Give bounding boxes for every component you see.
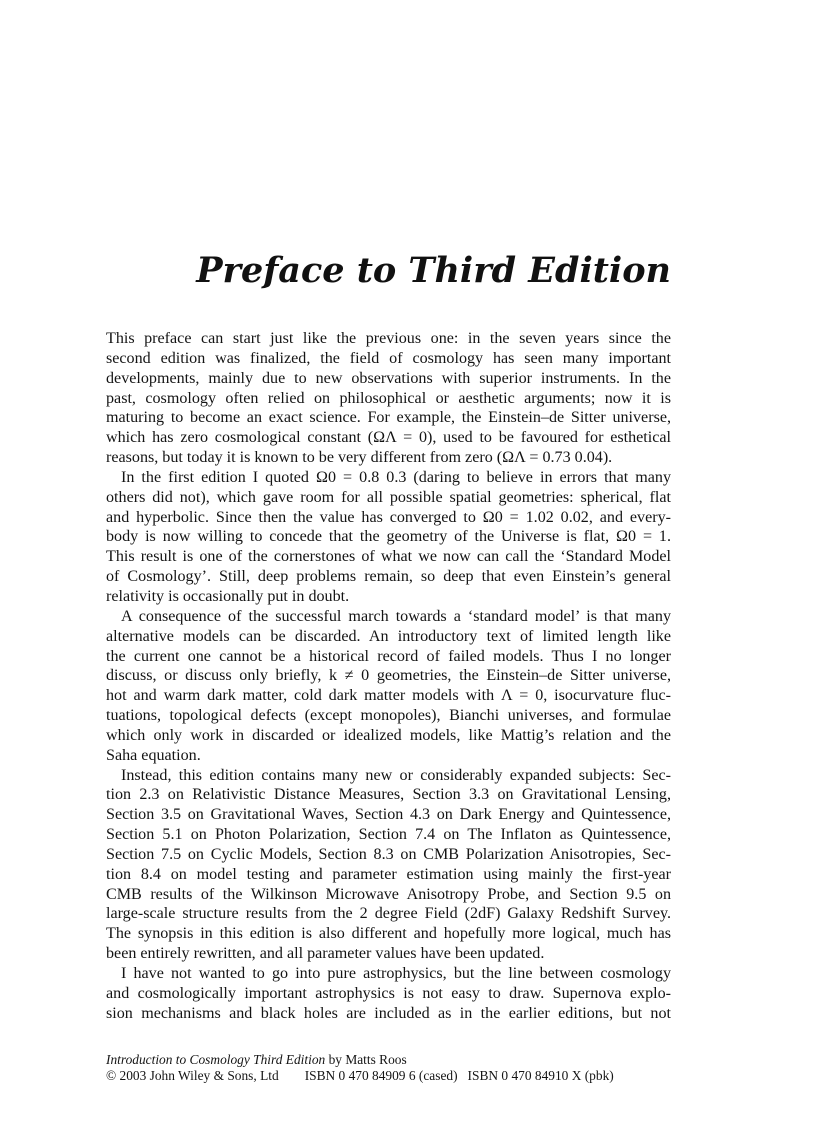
footer-rights-line (106, 1068, 706, 1084)
text-line: Section 7.5 on Cyclic Models, Section 8.3 on CMB Polarization Anisotropies, Sec- (106, 845, 671, 863)
text-line: discuss, or discuss only briefly, k ≠ 0 geometries, the Einstein–de Sitter universe, (106, 667, 671, 685)
paragraph-3 (106, 607, 671, 766)
text-line: second edition was finalized, the field of cosmology has seen many important (106, 349, 671, 367)
copyright-notice: © 2003 John Wiley & Sons, Ltd (106, 1068, 279, 1083)
paragraph-2 (106, 468, 671, 607)
text-line: Section 5.1 on Photon Polarization, Section 7.4 on The Inflaton as Quintessence, (106, 826, 671, 844)
text-line: tion 8.4 on model testing and parameter estimation using mainly the first-year (106, 865, 671, 883)
text-line: others did not), which gave room for all possible spatial geometries: spherical, flat (106, 488, 671, 506)
text-line: The synopsis in this edition is also different and hopefully more logical, much has (106, 925, 671, 943)
text-line: been entirely rewritten, and all parameter values have been updated. (106, 945, 545, 963)
text-line: hot and warm dark matter, cold dark matter models with Λ = 0, isocurvature fluc- (106, 687, 671, 705)
text-line: I have not wanted to go into pure astrophysics, but the line between cosmology (121, 965, 671, 982)
text-line: tuations, topological defects (except monopoles), Bianchi universes, and formulae (106, 707, 671, 725)
text-line: In the first edition I quoted Ω0 = 0.8 0.3 (daring to believe in errors that many (121, 468, 671, 486)
text-line: past, cosmology often relied on philosophical or aesthetic arguments; now it is (106, 389, 671, 407)
text-line: A consequence of the successful march towards a ‘standard model’ is that many (121, 607, 671, 625)
text-line: tion 2.3 on Relativistic Distance Measures, Section 3.3 on Gravitational Lensing, (106, 786, 671, 804)
book-author: by Matts Roos (328, 1052, 407, 1067)
text-line: sion mechanisms and black holes are included as in the earlier editions, but not (106, 1004, 671, 1022)
text-line: Saha equation. (106, 746, 201, 764)
text-line: relativity is occasionally put in doubt. (106, 587, 350, 605)
text-line: large-scale structure results from the 2 degree Field (2dF) Galaxy Redshift Survey. (106, 905, 671, 923)
preface-body (106, 329, 671, 1024)
text-line: CMB results of the Wilkinson Microwave Anisotropy Probe, and Section 9.5 on (106, 885, 671, 903)
text-line: Instead, this edition contains many new or considerably expanded subjects: Sec- (121, 766, 671, 784)
paragraph-5 (106, 964, 671, 1024)
text-line: This preface can start just like the previous one: in the seven years since the (106, 330, 671, 347)
text-line: developments, mainly due to new observations with superior instruments. In the (106, 369, 671, 387)
text-line: reasons, but today it is known to be very different from zero (ΩΛ = 0.73 0.04). (106, 449, 613, 467)
text-line: of Cosmology’. Still, deep problems remain, so deep that even Einstein’s general (106, 568, 671, 586)
paragraph-1 (106, 329, 671, 468)
text-line: alternative models can be discarded. An introductory text of limited length like (106, 627, 671, 645)
text-line: which has zero cosmological constant (ΩΛ = 0), used to be favoured for esthetical (106, 429, 671, 447)
text-line: and hyperbolic. Since then the value has converged to Ω0 = 1.02 0.02, and every- (106, 508, 671, 526)
text-line: which only work in discarded or idealized models, like Mattig’s relation and the (106, 726, 671, 744)
text-line: and cosmologically important astrophysics is not easy to draw. Supernova explo- (106, 984, 671, 1002)
text-line: the current one cannot be a historical record of failed models. Thus I no longer (106, 647, 671, 665)
text-line: This result is one of the cornerstones of what we now can call the ‘Standard Model (106, 548, 671, 566)
isbn-cased: ISBN 0 470 84909 6 (cased) (304, 1068, 458, 1083)
book-title: Introduction to Cosmology Third Edition (106, 1052, 326, 1067)
page-title: Preface to Third Edition (196, 250, 671, 292)
text-line: body is now willing to concede that the geometry of the Universe is flat, Ω0 = 1. (106, 528, 671, 546)
text-line: maturing to become an exact science. For example, the Einstein–de Sitter universe, (106, 409, 671, 427)
footer-citation-line (106, 1052, 706, 1068)
isbn-paperback: ISBN 0 470 84910 X (pbk) (467, 1068, 614, 1083)
publication-footer (106, 1052, 706, 1084)
paragraph-4 (106, 766, 671, 964)
text-line: Section 3.5 on Gravitational Waves, Section 4.3 on Dark Energy and Quintessence, (106, 806, 671, 824)
